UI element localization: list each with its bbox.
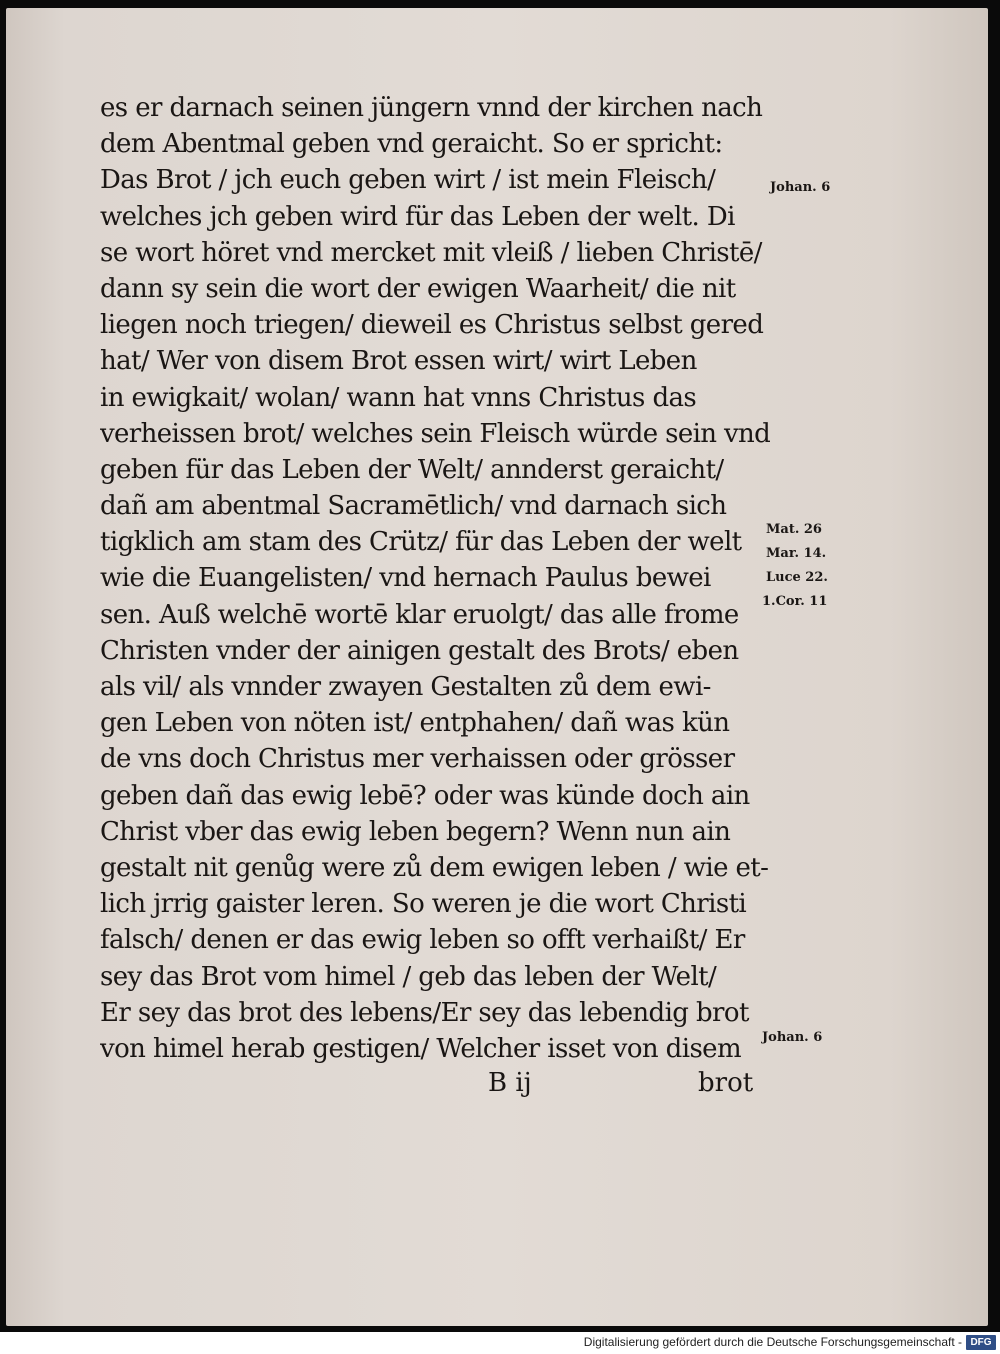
text-line: Christen vnder der ainigen gestalt des Brots/ eben: [100, 635, 739, 666]
text-line: welches jch geben wird für das Leben der welt. Di: [100, 201, 735, 232]
text-line: Christ vber das ewig leben begern? Wenn nun ain: [100, 816, 731, 847]
footer-credit: Digitalisierung gefördert durch die Deutsche Forschungsgemeinschaft -: [583, 1335, 962, 1349]
text-line: Das Brot / jch euch geben wirt / ist mein Fleisch/: [100, 165, 716, 196]
text-line: tigklich am stam des Crütz/ für das Leben der welt: [100, 527, 742, 558]
text-line: dann sy sein die wort der ewigen Waarheit/ die nit: [100, 273, 736, 304]
text-line: als vil/ als vnnder zwayen Gestalten zů dem ewi-: [100, 672, 711, 702]
text-line: lich jrrig gaister leren. So weren je die wort Christi: [100, 889, 747, 920]
signature-mark: B ij: [488, 1068, 532, 1098]
text-line: wie die Euangelisten/ vnd hernach Paulus bewei: [100, 563, 711, 594]
marginal-note-johan-6-bottom: Johan. 6: [762, 1030, 823, 1045]
text-line: dem Abentmal geben vnd geraicht. So er spricht:: [100, 129, 723, 160]
marginal-note-luce: Luce 22.: [766, 570, 828, 585]
marginal-note-mar: Mar. 14.: [766, 546, 827, 561]
footer-bar: [0, 1332, 1000, 1354]
text-line: falsch/ denen er das ewig leben so offt verhaißt/ Er: [100, 925, 745, 956]
marginal-note-cor: 1.Cor. 11: [762, 594, 828, 609]
text-line: Er sey das brot des lebens/Er sey das lebendig brot: [100, 997, 749, 1028]
text-line: liegen noch triegen/ dieweil es Christus selbst gered: [100, 310, 764, 341]
marginal-note-johan-6: Johan. 6: [770, 180, 831, 195]
text-line: in ewigkait/ wolan/ wann hat vnns Christus das: [100, 382, 697, 413]
text-line: sey das Brot vom himel / geb das leben der Welt/: [100, 961, 717, 992]
text-line: gen Leben von nöten ist/ entphahen/ dañ was kün: [100, 708, 730, 739]
text-line: de vns doch Christus mer verhaissen oder grösser: [100, 744, 735, 775]
catchword: brot: [698, 1068, 754, 1098]
text-line: von himel herab gestigen/ Welcher isset von disem: [100, 1033, 742, 1064]
marginal-note-mat: Mat. 26: [766, 522, 822, 537]
text-line: gestalt nit genůg were zů dem ewigen leben / wie et-: [100, 852, 769, 883]
text-line: verheissen brot/ welches sein Fleisch würde sein vnd: [100, 418, 770, 449]
text-line: es er darnach seinen jüngern vnnd der kirchen nach: [100, 93, 763, 123]
text-line: hat/ Wer von disem Brot essen wirt/ wirt Leben: [100, 346, 697, 377]
book-page: [6, 8, 988, 1326]
text-line: se wort höret vnd mercket mit vleiß / lieben Christē/: [100, 237, 762, 268]
text-line: dañ am abentmal Sacramētlich/ vnd darnach sich: [100, 491, 727, 522]
text-block: [100, 90, 770, 1067]
text-line: sen. Auß welchē wortē klar eruolgt/ das alle frome: [100, 599, 739, 630]
text-line: geben für das Leben der Welt/ annderst geraicht/: [100, 454, 724, 485]
text-line: geben dañ das ewig lebē? oder was künde doch ain: [100, 780, 750, 811]
dfg-logo: DFG: [966, 1335, 996, 1350]
